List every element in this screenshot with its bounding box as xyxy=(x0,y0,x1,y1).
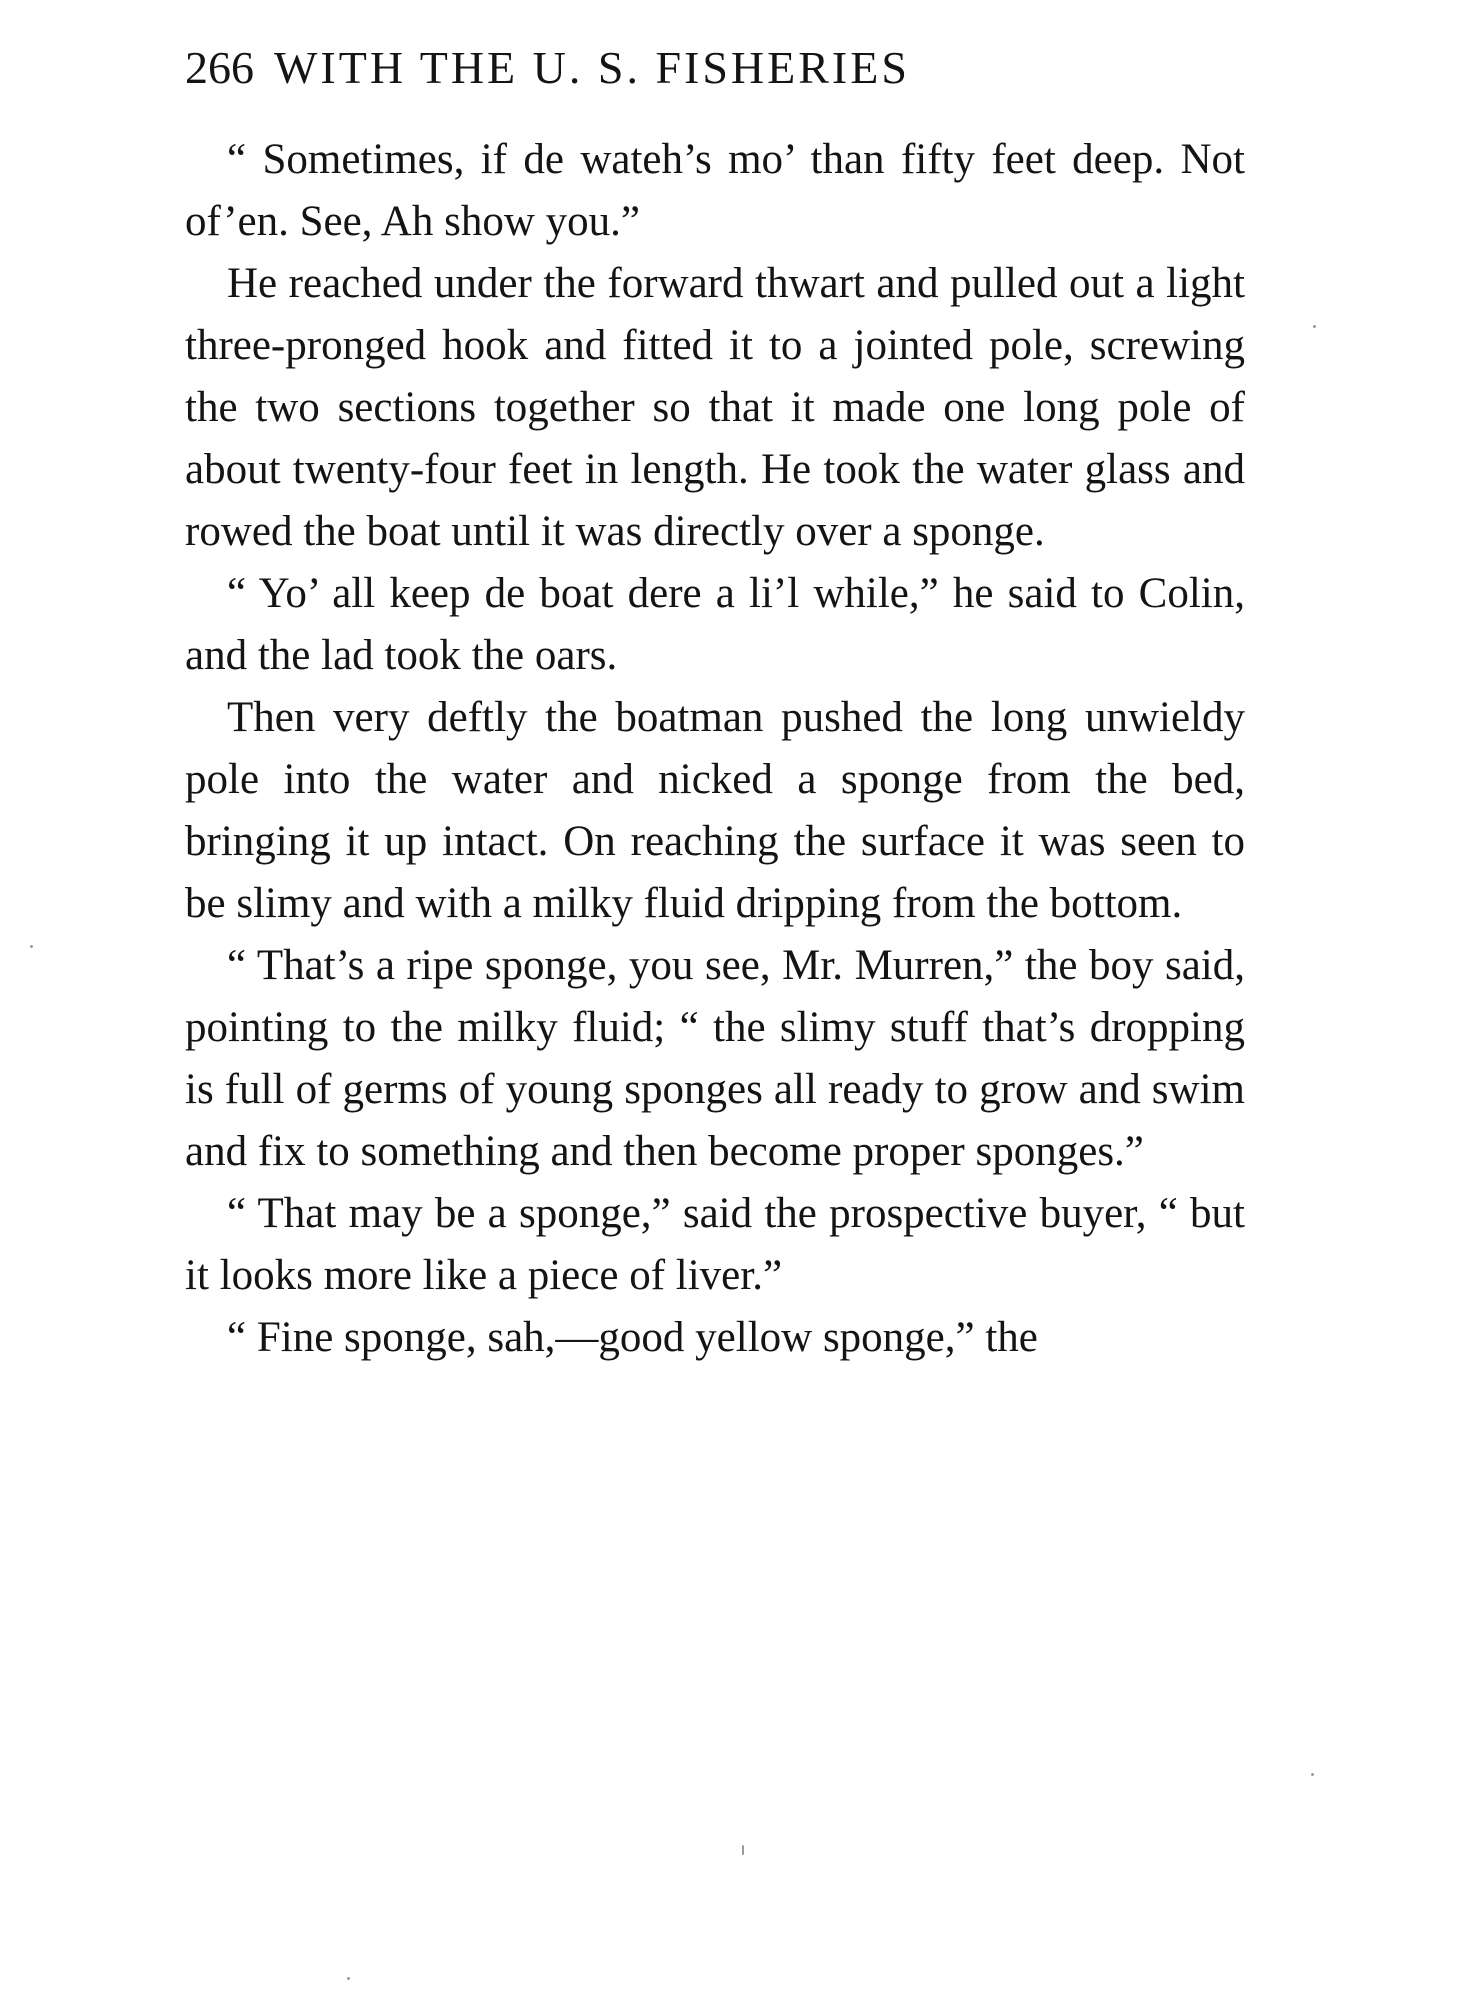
paper-speck xyxy=(1313,325,1316,328)
page-number: 266 xyxy=(185,42,254,93)
paper-speck xyxy=(347,1977,350,1980)
body-text xyxy=(185,129,1245,1369)
paragraph: “ That’s a ripe sponge, you see, Mr. Murren,” the boy said, pointing to the milky fluid; “ the slimy stuff that’s dropping is full of germs of young sponges all ready to grow and swim and fix to something and then become proper sponges.” xyxy=(185,942,1245,1175)
running-title: WITH THE U. S. FISHERIES xyxy=(274,42,910,93)
paragraph: Then very deftly the boatman pushed the long unwieldy pole into the water and nicked a sponge from the bed, bringing it up intact. On reaching the surface it was seen to be slimy and with a milky fluid dripping from the bottom. xyxy=(185,694,1245,927)
paragraph: “ Sometimes, if de wateh’s mo’ than fifty feet deep. Not of’en. See, Ah show you.” xyxy=(185,136,1245,245)
paragraph: “ Yo’ all keep de boat dere a li’l while,” he said to Colin, and the lad took the oars. xyxy=(185,570,1245,679)
paper-speck xyxy=(1311,1773,1314,1776)
paper-speck xyxy=(30,945,33,948)
paragraph: “ That may be a sponge,” said the prospective buyer, “ but it looks more like a piece of liver.” xyxy=(185,1190,1245,1299)
page-header xyxy=(185,36,1245,100)
paragraph: He reached under the forward thwart and pulled out a light three-pronged hook and fitted it to a jointed pole, screwing the two sections together so that it made one long pole of about twenty-four feet in length. He took the water glass and rowed the boat until it was directly over a sponge. xyxy=(185,260,1245,555)
paper-speck xyxy=(742,1845,744,1855)
paragraph: “ Fine sponge, sah,—good yellow sponge,” the xyxy=(227,1314,1038,1361)
